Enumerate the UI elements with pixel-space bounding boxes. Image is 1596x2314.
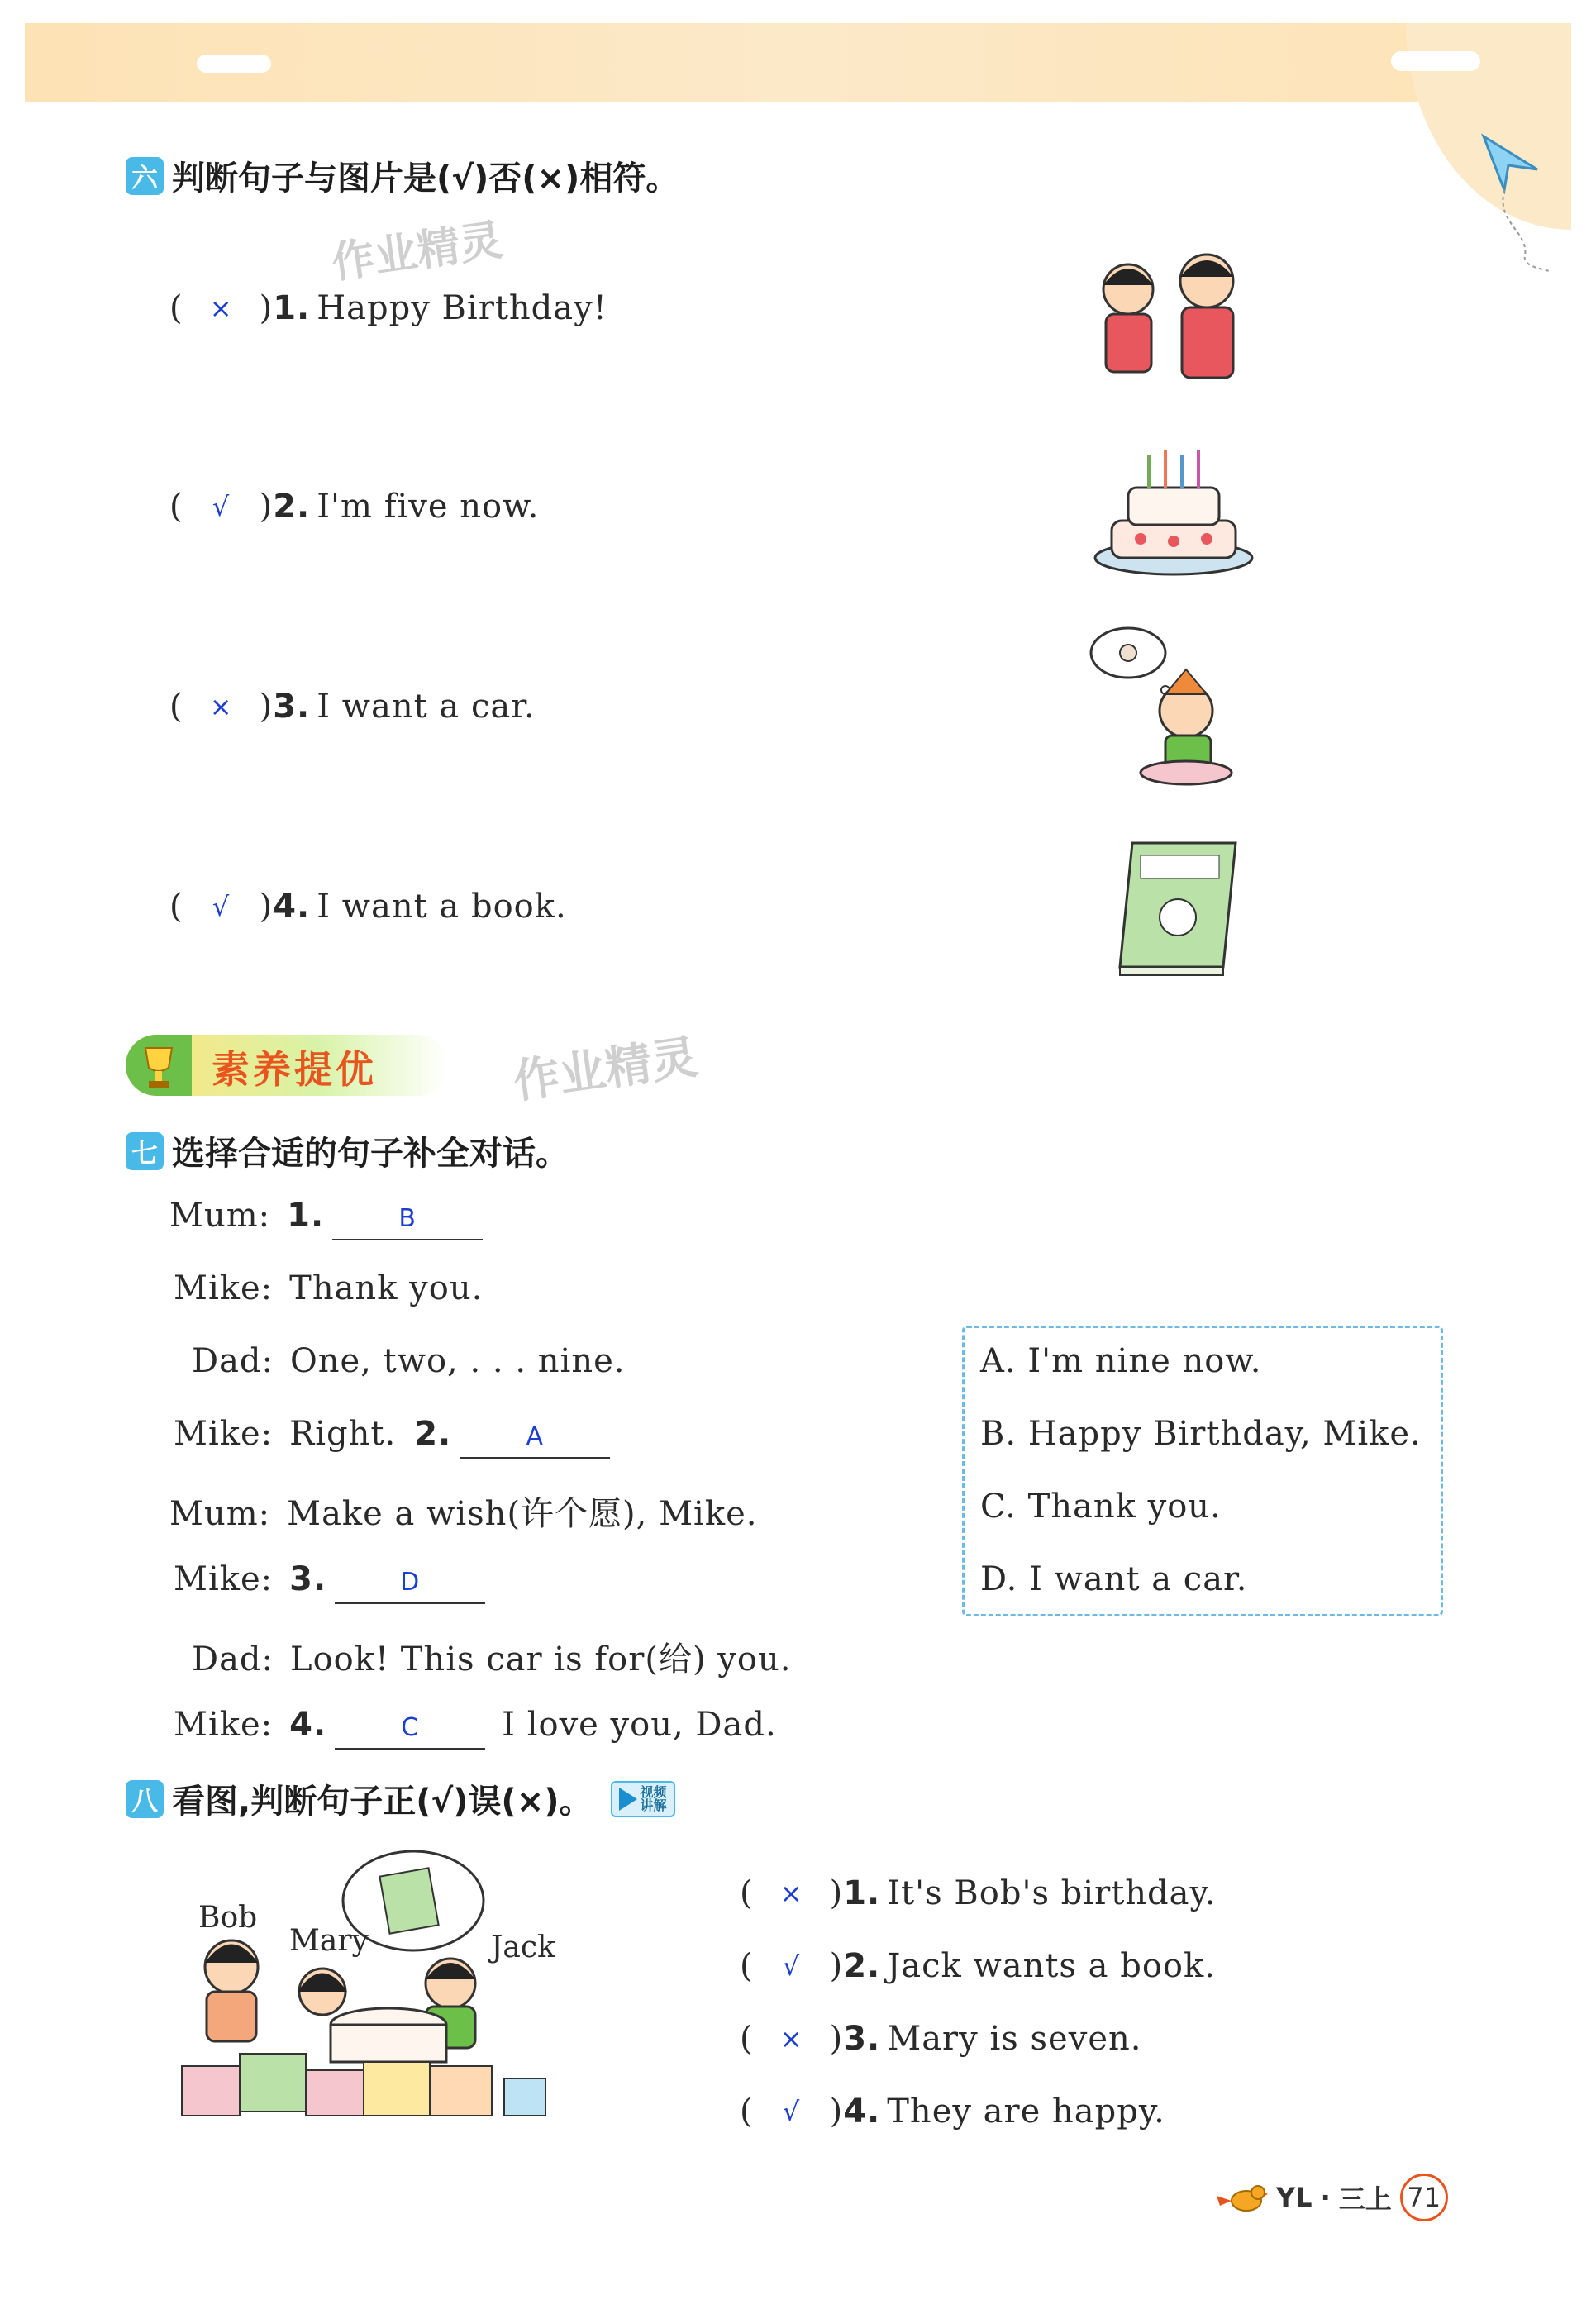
answer-mark[interactable]: × (209, 293, 233, 324)
birthday-cake-picture (1091, 446, 1256, 578)
judge-item-4: ( √ ) 4. I want a book. (169, 888, 567, 926)
banner-label: 素养提优 (212, 1047, 377, 1092)
dialog-line-3 (192, 1342, 625, 1380)
answer-mark[interactable]: √ (782, 2096, 801, 2127)
section-7-heading (126, 1127, 569, 1174)
bird-icon (1215, 2179, 1268, 2216)
answer-blank[interactable]: A (460, 1422, 610, 1459)
option-d: D. I want a car. (980, 1560, 1248, 1598)
page-footer (1215, 2174, 1448, 2221)
line-text: Look! This car is for(给) you. (290, 1640, 792, 1678)
sentence-text: I want a car. (317, 688, 536, 726)
question-number: 2. (843, 1947, 881, 1985)
watermark: 作业精灵 (328, 215, 506, 289)
dialog-line-8 (174, 1706, 777, 1750)
picture-judge-item-3: ( × ) 3. Mary is seven. (740, 2020, 1142, 2058)
question-number: 1. (273, 289, 311, 327)
grade-label: 三上 (1338, 2183, 1392, 2215)
answer-mark[interactable]: √ (782, 1950, 801, 1982)
speaker: Dad: (192, 1640, 274, 1678)
birthday-party-picture (165, 1843, 595, 2124)
speaker: Dad: (192, 1342, 274, 1380)
dialog-line-7 (192, 1633, 791, 1680)
blank-number: 4. (289, 1706, 327, 1744)
answer-mark[interactable]: × (779, 2023, 803, 2055)
section-7-badge: 七 (126, 1132, 164, 1170)
trophy-box (126, 1035, 192, 1096)
judge-item-3: ( × ) 3. I want a car. (169, 688, 536, 726)
two-boys-picture (1083, 248, 1265, 388)
play-icon (619, 1788, 637, 1811)
question-number: 4. (273, 888, 311, 926)
judge-item-2: ( √ ) 2. I'm five now. (169, 488, 540, 526)
option-a: A. I'm nine now. (980, 1342, 1262, 1380)
line-text: One, two, . . . nine. (290, 1342, 626, 1380)
blank-number: 2. (414, 1415, 452, 1453)
question-number: 3. (843, 2020, 881, 2058)
name-label-bob: Bob (198, 1901, 258, 1935)
speaker: Mike: (174, 1269, 274, 1307)
speaker: Mum: (169, 1197, 271, 1235)
speaker: Mike: (174, 1706, 274, 1744)
judge-item-1: ( × ) 1. Happy Birthday! (169, 289, 607, 327)
trophy-icon (126, 1035, 192, 1096)
dialog-line-1 (169, 1197, 483, 1240)
section-8-heading (126, 1775, 675, 1822)
picture-judge-item-2: ( √ ) 2. Jack wants a book. (740, 1947, 1216, 1985)
storybook-picture (1099, 835, 1248, 979)
picture-judge-item-1: ( × ) 1. It's Bob's birthday. (740, 1874, 1217, 1912)
section-7-title: 选择合适的句子补全对话。 (172, 1135, 569, 1173)
watermark: 作业精灵 (510, 1030, 702, 1110)
answer-blank[interactable]: C (335, 1713, 485, 1750)
picture-judge-item-4: ( √ ) 4. They are happy. (740, 2093, 1165, 2131)
section-6-badge: 六 (126, 157, 164, 195)
video-label: 讲解 (640, 1797, 667, 1813)
section-8-badge: 八 (126, 1780, 164, 1818)
footer-dot: · (1320, 2182, 1331, 2213)
sentence-text: It's Bob's birthday. (887, 1874, 1217, 1912)
answer-mark[interactable]: √ (212, 891, 231, 922)
cloud-icon (1391, 51, 1480, 71)
name-label-mary: Mary (289, 1924, 369, 1958)
question-number: 1. (843, 1874, 881, 1912)
question-number: 4. (843, 2093, 881, 2131)
answer-mark[interactable]: √ (212, 491, 231, 522)
section-6-heading (126, 152, 679, 199)
sentence-text: Mary is seven. (887, 2020, 1142, 2058)
speaker: Mike: (174, 1415, 274, 1453)
option-b: B. Happy Birthday, Mike. (980, 1415, 1422, 1453)
sentence-text: I want a book. (317, 888, 567, 926)
section-6-title: 判断句子与图片是(√)否(×)相符。 (172, 160, 679, 198)
page-number: 71 (1400, 2174, 1448, 2221)
blank-number: 3. (289, 1560, 327, 1598)
name-label-jack: Jack (491, 1931, 555, 1964)
section-8-title: 看图,判断句子正(√)误(×)。 (172, 1783, 593, 1821)
video-label: 视频 (640, 1783, 667, 1800)
sentence-text: Happy Birthday! (317, 289, 607, 327)
dialog-line-4 (174, 1415, 610, 1459)
line-text: Make a wish(许个愿), Mike. (287, 1495, 758, 1533)
dialog-line-6 (174, 1560, 485, 1604)
sentence-text: They are happy. (887, 2093, 1165, 2131)
sentence-text: Jack wants a book. (887, 1947, 1216, 1985)
line-text: Right. (289, 1415, 397, 1453)
paper-plane-icon (1479, 132, 1554, 273)
answer-blank[interactable]: B (332, 1204, 483, 1240)
line-text: I love you, Dad. (502, 1706, 777, 1744)
series-code: YL (1276, 2182, 1313, 2213)
speaker: Mike: (174, 1560, 274, 1598)
speaker: Mum: (169, 1495, 271, 1533)
blank-number: 1. (287, 1197, 325, 1235)
sentence-text: I'm five now. (317, 488, 540, 526)
answer-mark[interactable]: × (779, 1878, 803, 1909)
answer-blank[interactable]: D (335, 1568, 485, 1604)
question-number: 2. (273, 488, 311, 526)
question-number: 3. (273, 688, 311, 726)
video-explain-button[interactable] (611, 1781, 675, 1817)
line-text: Thank you. (289, 1269, 484, 1307)
option-c: C. Thank you. (980, 1488, 1222, 1526)
dialog-line-5 (169, 1488, 757, 1535)
cloud-icon (197, 55, 271, 73)
answer-mark[interactable]: × (209, 691, 233, 722)
dialog-line-2 (174, 1269, 483, 1307)
boy-wishing-cat-picture (1087, 624, 1269, 789)
